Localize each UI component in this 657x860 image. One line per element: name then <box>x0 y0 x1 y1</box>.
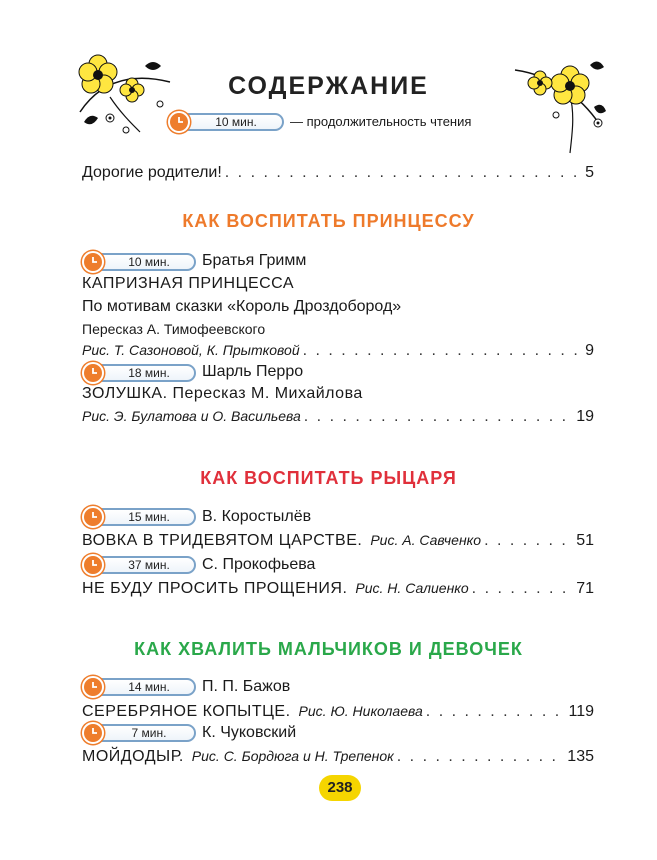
entry-author: С. Прокофьева <box>202 556 316 573</box>
entry-illustrator: Рис. А. Савченко <box>370 532 482 548</box>
reading-time-pill <box>84 508 196 526</box>
entry-illustrator: Рис. С. Бордюга и Н. Трепенок <box>191 748 394 764</box>
reading-time-pill <box>84 556 196 574</box>
page-ref: 135 <box>567 748 594 765</box>
entry-author: В. Коростылёв <box>202 508 312 525</box>
clock-icon <box>82 676 104 698</box>
entry-title: МОЙДОДЫР. <box>82 748 184 765</box>
toc-entry[interactable] <box>82 578 594 599</box>
section-title-knight: КАК ВОСПИТАТЬ РЫЦАРЯ <box>200 468 457 488</box>
entry-illustrator: Рис. Э. Булатова и О. Васильева <box>82 408 301 424</box>
entry-title[interactable]: ЗОЛУШКА. Пересказ М. Михайлова <box>82 385 363 402</box>
clock-icon <box>168 111 190 133</box>
toc-entry-illustrator-line[interactable] <box>82 406 594 427</box>
entry-illustrator: Рис. Н. Салиенко <box>355 580 469 596</box>
page-ref: 19 <box>576 408 594 425</box>
entry-author: К. Чуковский <box>202 724 297 741</box>
entry-title: Дорогие родители! <box>82 164 222 181</box>
toc-entry-intro[interactable] <box>82 163 594 183</box>
reading-time-value: 18 мин. <box>128 366 170 380</box>
dot-leader <box>303 341 582 361</box>
section-title-praise: КАК ХВАЛИТЬ МАЛЬЧИКОВ И ДЕВОЧЕК <box>134 639 523 659</box>
reading-time-value: 10 мин. <box>128 255 170 269</box>
entry-subtitle: По мотивам сказки «Король Дроздобород» <box>82 298 402 315</box>
reading-time-value: 7 мин. <box>131 726 167 740</box>
reading-time-pill <box>84 364 196 382</box>
page-ref: 5 <box>585 164 594 181</box>
reading-time-pill <box>84 253 196 271</box>
entry-author: Шарль Перро <box>202 363 304 380</box>
toc-entry[interactable] <box>82 746 594 767</box>
entry-title: СЕРЕБРЯНОЕ КОПЫТЦЕ. <box>82 703 291 720</box>
dot-leader <box>426 702 566 722</box>
reading-time-pill <box>84 678 196 696</box>
reading-time-pill <box>84 724 196 742</box>
dot-leader <box>397 747 565 767</box>
reading-time-value: 10 мин. <box>215 115 257 129</box>
toc-entry-illustrator-line[interactable] <box>82 340 594 361</box>
dot-leader <box>484 531 573 551</box>
reading-time-value: 37 мин. <box>128 558 170 572</box>
reading-time-pill <box>170 113 284 131</box>
clock-icon <box>82 506 104 528</box>
entry-title: НЕ БУДУ ПРОСИТЬ ПРОЩЕНИЯ. <box>82 580 348 597</box>
clock-icon <box>82 251 104 273</box>
entry-author: П. П. Бажов <box>202 678 291 695</box>
section-title-princess: КАК ВОСПИТАТЬ ПРИНЦЕССУ <box>182 211 475 231</box>
dot-leader <box>472 579 574 599</box>
reading-time-value: 15 мин. <box>128 510 170 524</box>
clock-icon <box>82 554 104 576</box>
page-ref: 71 <box>576 580 594 597</box>
entry-author: Братья Гримм <box>202 252 307 269</box>
clock-icon <box>82 362 104 384</box>
entry-title: ВОВКА В ТРИДЕВЯТОМ ЦАРСТВЕ. <box>82 532 363 549</box>
reading-time-value: 14 мин. <box>128 680 170 694</box>
clock-icon <box>82 722 104 744</box>
page-ref: 51 <box>576 532 594 549</box>
page-ref: 9 <box>585 342 594 359</box>
page-ref: 119 <box>568 703 594 720</box>
page-number-badge: 238 <box>319 775 361 801</box>
toc-entry[interactable] <box>82 701 594 722</box>
entry-title[interactable]: КАПРИЗНАЯ ПРИНЦЕССА <box>82 275 295 292</box>
dot-leader <box>304 407 573 427</box>
page-title: СОДЕРЖАНИЕ <box>228 72 429 100</box>
entry-illustrator: Рис. Ю. Николаева <box>298 703 423 719</box>
flower-decoration-right-icon <box>510 55 610 155</box>
entry-illustrator: Рис. Т. Сазоновой, К. Прытковой <box>82 342 300 358</box>
toc-entry[interactable] <box>82 530 594 551</box>
legend-text: — продолжительность чтения <box>290 114 472 129</box>
dot-leader <box>225 163 582 183</box>
entry-retold: Пересказ А. Тимофеевского <box>82 321 266 337</box>
